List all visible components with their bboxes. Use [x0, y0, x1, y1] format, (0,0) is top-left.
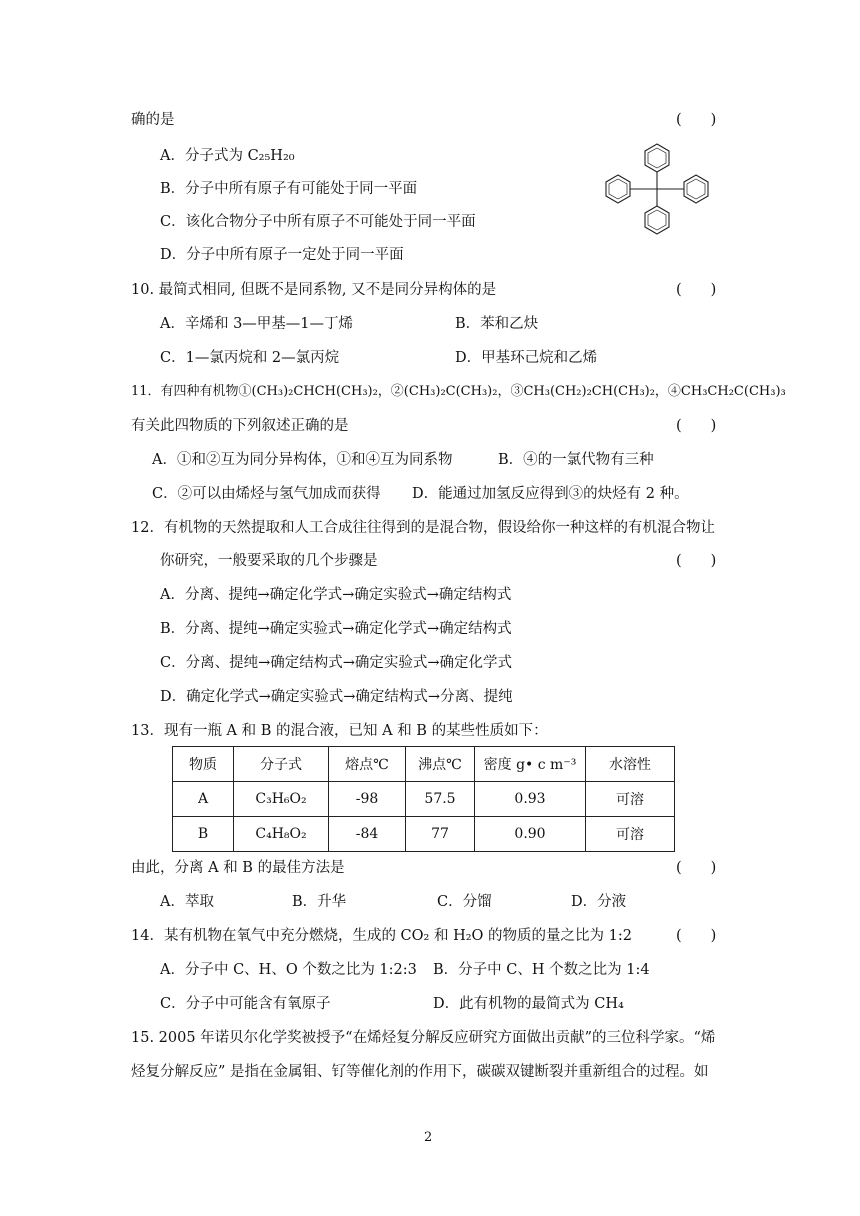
q14-option-b: B．分子中 C、H 个数之比为 1:4 [433, 962, 650, 978]
table-header: 水溶性 [586, 747, 675, 782]
q11-answer-paren: ( ) [676, 418, 717, 434]
q12-option-d: D．确定化学式→确定实验式→确定结构式→分离、提纯 [160, 689, 513, 705]
table-cell: -98 [329, 782, 406, 817]
q9-stem-tail: 确的是 [131, 112, 175, 128]
table-cell: A [173, 782, 234, 817]
q12-option-a: A．分离、提纯→确定化学式→确定实验式→确定结构式 [160, 587, 512, 603]
q13-answer-paren: ( ) [676, 860, 717, 876]
table-row [173, 782, 675, 817]
q10-answer-paren: ( ) [676, 282, 717, 298]
tetraphenylmethane-structure [600, 140, 715, 240]
table-row [173, 817, 675, 852]
q10-option-d: D．甲基环己烷和乙烯 [455, 350, 598, 366]
q9-option-b: B．分子中所有原子有可能处于同一平面 [160, 181, 418, 197]
page-number: 2 [424, 1130, 433, 1145]
q13-stem: 13．现有一瓶 A 和 B 的混合液，已知 A 和 B 的某些性质如下： [131, 723, 548, 739]
q14-option-d: D．此有机物的最简式为 CH₄ [433, 996, 624, 1012]
table-cell: B [173, 817, 234, 852]
q10-option-b: B．苯和乙炔 [455, 316, 539, 332]
q14-answer-paren: ( ) [676, 928, 717, 944]
table-cell: 57.5 [406, 782, 475, 817]
table-header: 物质 [173, 747, 234, 782]
q11-option-a: A．①和②互为同分异构体，①和④互为同系物 [152, 452, 453, 468]
q12-option-c: C．分离、提纯→确定结构式→确定实验式→确定化学式 [160, 655, 513, 671]
q14-option-c: C．分子中可能含有氧原子 [160, 996, 331, 1012]
q14-option-a: A．分子中 C、H、O 个数之比为 1:2:3 [160, 962, 417, 978]
q13-option-d: D．分液 [571, 894, 627, 910]
q12-option-b: B．分离、提纯→确定实验式→确定化学式→确定结构式 [160, 621, 512, 637]
table-cell: -84 [329, 817, 406, 852]
q13-option-c: C．分馏 [437, 894, 492, 910]
table-header: 分子式 [234, 747, 329, 782]
q12-stem-line1: 12．有机物的天然提取和人工合成往往得到的是混合物，假设给你一种这样的有机混合物让 [131, 520, 715, 536]
q15-line2: 烃复分解反应” 是指在金属钼、钌等催化剂的作用下，碳碳双键断裂并重新组合的过程。如 [131, 1064, 709, 1080]
q13-option-a: A．萃取 [160, 894, 214, 910]
q11-option-b: B．④的一氯代物有三种 [498, 452, 654, 468]
table-cell: 可溶 [586, 782, 675, 817]
q13-option-b: B．升华 [292, 894, 347, 910]
q12-stem-line2: 你研究，一般要采取的几个步骤是 [160, 553, 378, 569]
q10-option-a: A．辛烯和 3—甲基—1—丁烯 [160, 316, 354, 332]
q10-stem: 10. 最简式相同, 但既不是同系物, 又不是同分异构体的是 [131, 282, 497, 298]
q9-option-a: A．分子式为 C₂₅H₂₀ [160, 148, 295, 164]
q10-option-c: C．1—氯丙烷和 2—氯丙烷 [160, 350, 340, 366]
properties-table [172, 746, 675, 852]
q14-stem: 14．某有机物在氧气中充分燃烧，生成的 CO₂ 和 H₂O 的物质的量之比为 1:2 [131, 928, 632, 944]
table-cell: 0.90 [475, 817, 586, 852]
q12-answer-paren: ( ) [676, 553, 717, 569]
q9-option-c: C．该化合物分子中所有原子不可能处于同一平面 [160, 214, 476, 230]
table-header-row [173, 747, 675, 782]
table-cell: 0.93 [475, 782, 586, 817]
q9-answer-paren: ( ) [676, 112, 717, 128]
table-header: 熔点℃ [329, 747, 406, 782]
q11-option-d: D．能通过加氢反应得到③的炔烃有 2 种。 [412, 486, 689, 502]
table-cell: C₄H₈O₂ [234, 817, 329, 852]
q9-option-d: D．分子中所有原子一定处于同一平面 [160, 247, 404, 263]
table-header: 密度 g• c m⁻³ [475, 747, 586, 782]
q11-option-c: C．②可以由烯烃与氢气加成而获得 [152, 486, 381, 502]
q15-line1: 15. 2005 年诺贝尔化学奖被授予“在烯烃复分解反应研究方面做出贡献”的三位科学家。“烯 [131, 1030, 716, 1046]
table-header: 沸点℃ [406, 747, 475, 782]
table-cell: 可溶 [586, 817, 675, 852]
q11-stem-line2: 有关此四物质的下列叙述正确的是 [131, 418, 349, 434]
q13-question: 由此，分离 A 和 B 的最佳方法是 [131, 860, 345, 876]
q11-stem-line1: 11．有四种有机物①(CH₃)₂CHCH(CH₃)₂，②(CH₃)₂C(CH₃)₂，③CH₃(CH₂)₂CH(CH₃)₂，④CH₃CH₂C(CH₃)₃ [131, 384, 786, 399]
table-cell: 77 [406, 817, 475, 852]
table-cell: C₃H₆O₂ [234, 782, 329, 817]
